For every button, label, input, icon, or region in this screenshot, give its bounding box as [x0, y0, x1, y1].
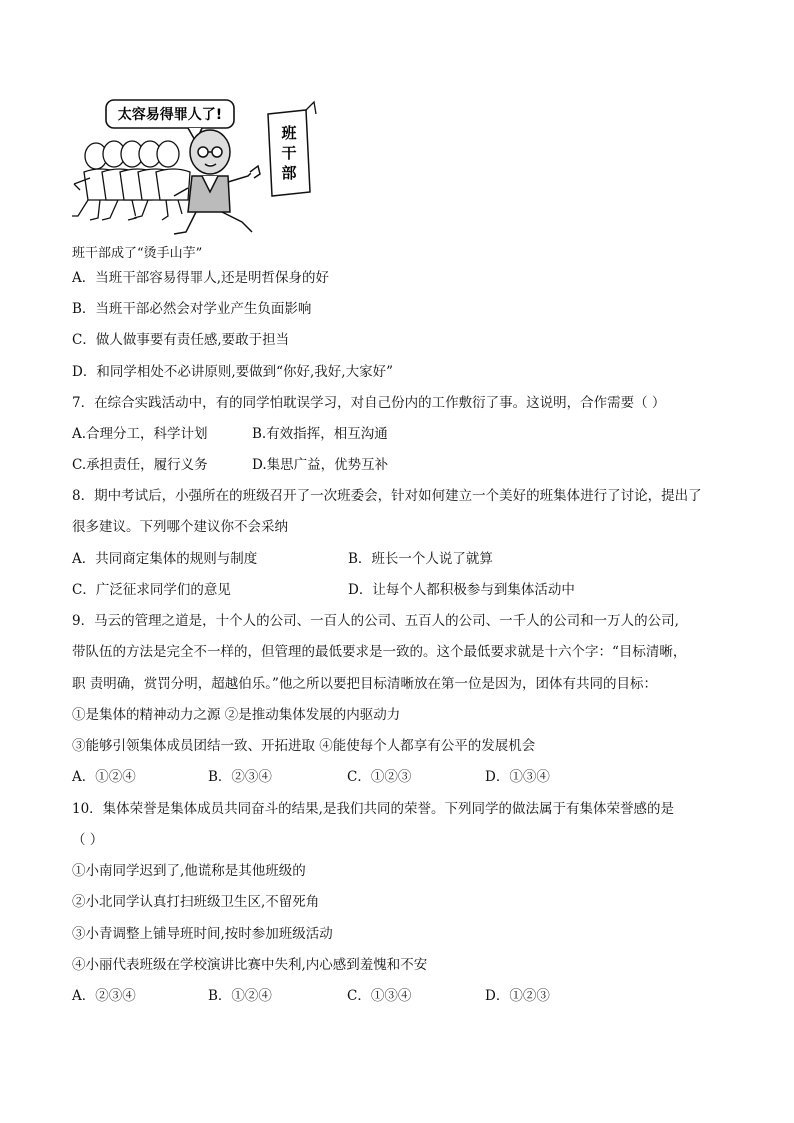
q7-option-b: B.有效指挥，相互沟通	[252, 426, 388, 442]
q10-item-2: ②小北同学认真打扫班级卫生区,不留死角	[72, 894, 320, 910]
q6-option-b: B．当班干部必然会对学业产生负面影响	[72, 301, 312, 317]
q6-option-d: D．和同学相处不必讲原则,要做到“你好,我好,大家好”	[72, 364, 394, 380]
q8-option-d: D．让每个人都积极参与到集体活动中	[348, 582, 575, 598]
q6-option-c: C．做人做事要有责任感,要敢于担当	[72, 332, 290, 348]
cartoon-caption: 班干部成了“烫手山芋”	[72, 246, 203, 261]
q9-stem-line3: 职 责明确，赏罚分明，超越伯乐。”他之所以要把目标清晰放在第一位是因为，团体有共同的目标：	[72, 676, 657, 692]
q10-option-c: C．①③④	[347, 988, 412, 1004]
q7-option-a: A.合理分工，科学计划	[72, 426, 208, 442]
crowd-figures	[72, 141, 190, 220]
sign-char-1: 班	[281, 124, 297, 142]
q9-stem-line2: 带队伍的方法是完全不一样的，但管理的最低要求是一致的。这个最低要求就是十六个字：“目标清晰，	[72, 644, 687, 660]
q10-option-a: A．②③④	[72, 988, 136, 1004]
q7-option-c: C.承担责任，履行义务	[72, 457, 208, 473]
q10-option-b: B．①②④	[208, 988, 272, 1004]
sign-char-3: 部	[281, 164, 297, 182]
q9-option-a: A．①②④	[72, 769, 136, 785]
speech-bubble-text: 太容易得罪人了!	[117, 107, 223, 123]
q10-stem-line1: 10．集体荣誉是集体成员共同奋斗的结果,是我们共同的荣誉。下列同学的做法属于有集体荣誉感的是	[72, 801, 674, 817]
q9-items-line1: ①是集体的精神动力之源 ②是推动集体发展的内驱动力	[72, 707, 401, 723]
q9-items-line2: ③能够引领集体成员团结一致、开拓进取 ④能使每个人都享有公平的发展机会	[72, 738, 536, 754]
class-cadre-sign	[268, 102, 316, 196]
q7-stem: 7．在综合实践活动中，有的同学怕耽误学习，对自己份内的工作敷衍了事。这说明，合作需要（ ）	[72, 395, 666, 411]
q10-stem-line2: （ ）	[72, 832, 104, 848]
q8-stem-line2: 很多建议。下列哪个建议你不会采纳	[72, 519, 288, 535]
cartoon-illustration	[70, 92, 330, 252]
q9-option-b: B．②③④	[208, 769, 272, 785]
q10-item-4: ④小丽代表班级在学校演讲比赛中失利,内心感到羞愧和不安	[72, 957, 428, 973]
q9-option-d: D．①③④	[485, 769, 550, 785]
q8-option-c: C．广泛征求同学们的意见	[72, 582, 231, 598]
q8-option-b: B．班长一个人说了就算	[348, 551, 493, 567]
q9-option-c: C．①②③	[347, 769, 412, 785]
q8-option-a: A．共同商定集体的规则与制度	[72, 551, 258, 567]
q10-option-d: D．①②③	[485, 988, 550, 1004]
q10-item-1: ①小南同学迟到了,他谎称是其他班级的	[72, 863, 306, 879]
q8-stem-line1: 8．期中考试后，小强所在的班级召开了一次班委会，针对如何建立一个美好的班集体进行了讨论，提出了	[72, 488, 702, 504]
q10-item-3: ③小青调整上铺导班时间,按时参加班级活动	[72, 926, 333, 942]
q9-stem-line1: 9．马云的管理之道是，十个人的公司、一百人的公司、五百人的公司、一千人的公司和一万人的公司,	[72, 613, 679, 629]
sign-char-2: 干	[281, 144, 297, 162]
q6-option-a: A．当班干部容易得罪人,还是明哲保身的好	[72, 270, 330, 286]
q7-option-d: D.集思广益，优势互补	[252, 457, 389, 473]
